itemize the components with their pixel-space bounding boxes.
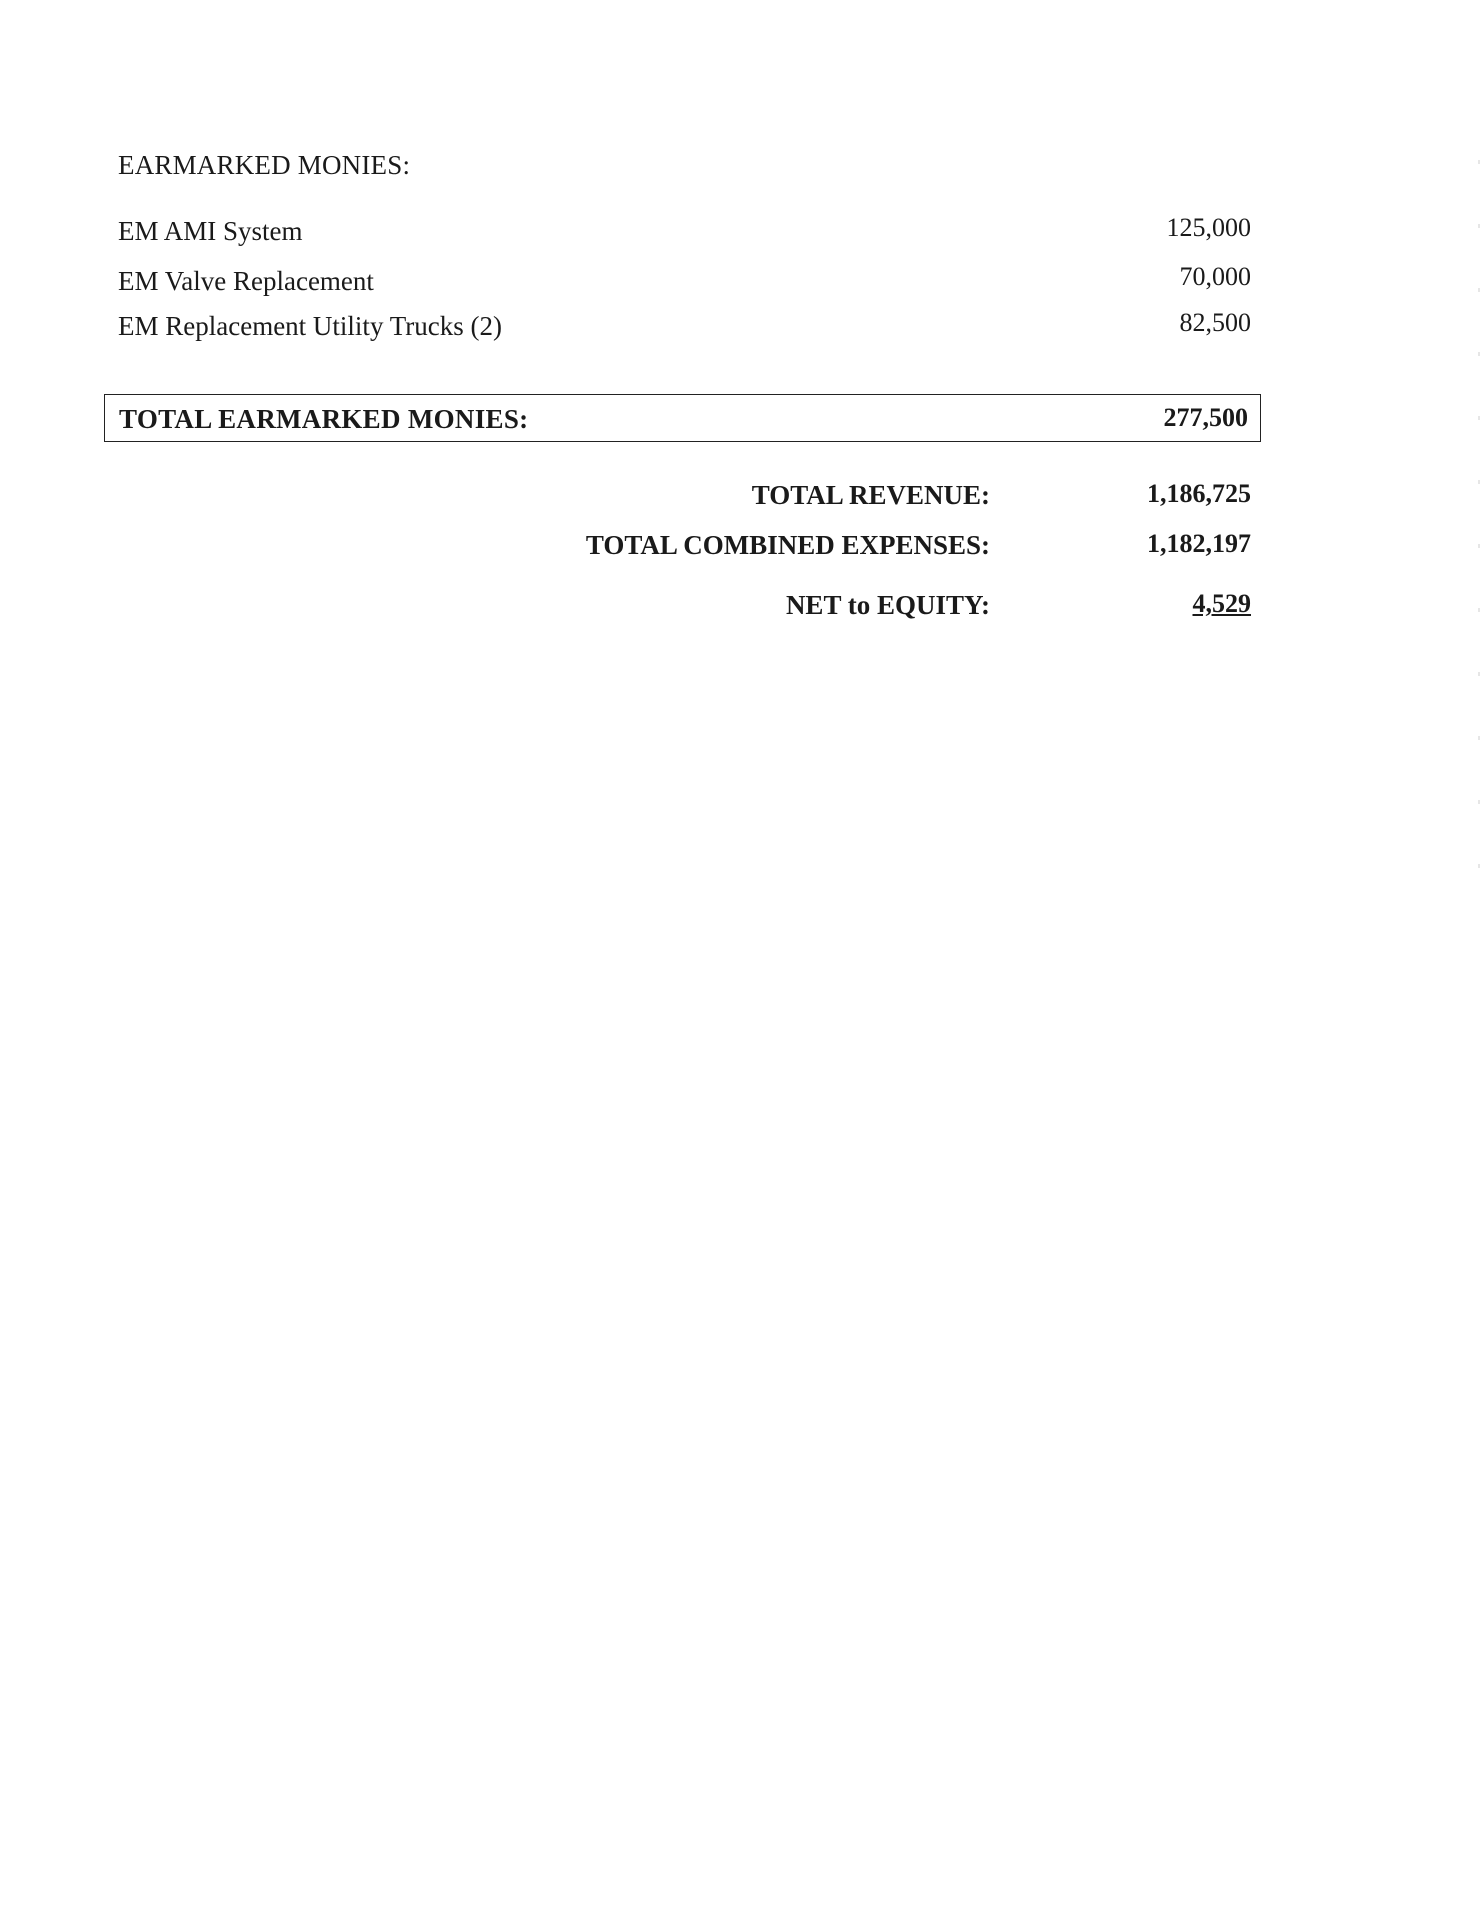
net-equity-value: 4,529 (1192, 589, 1251, 618)
total-expenses-label: TOTAL COMBINED EXPENSES: (585, 530, 990, 560)
total-revenue-value: 1,186,725 (1147, 479, 1251, 508)
earmarked-item-value: 125,000 (1166, 213, 1251, 242)
total-earmarked-box (104, 394, 1261, 442)
earmarked-item-value: 82,500 (1179, 308, 1251, 337)
earmarked-section-title: EARMARKED MONIES: (118, 150, 411, 180)
total-earmarked-value: 277,500 (1163, 403, 1248, 432)
net-equity-label: NET to EQUITY: (785, 590, 990, 620)
earmarked-item-value: 70,000 (1179, 262, 1251, 291)
earmarked-item-label: EM AMI System (118, 216, 303, 246)
total-earmarked-label: TOTAL EARMARKED MONIES: (119, 404, 529, 434)
total-revenue-label: TOTAL REVENUE: (751, 480, 990, 510)
earmarked-item-label: EM Valve Replacement (118, 266, 374, 296)
total-expenses-value: 1,182,197 (1147, 529, 1251, 558)
scan-edge-marks (1478, 100, 1480, 920)
earmarked-item-label: EM Replacement Utility Trucks (2) (118, 311, 502, 341)
